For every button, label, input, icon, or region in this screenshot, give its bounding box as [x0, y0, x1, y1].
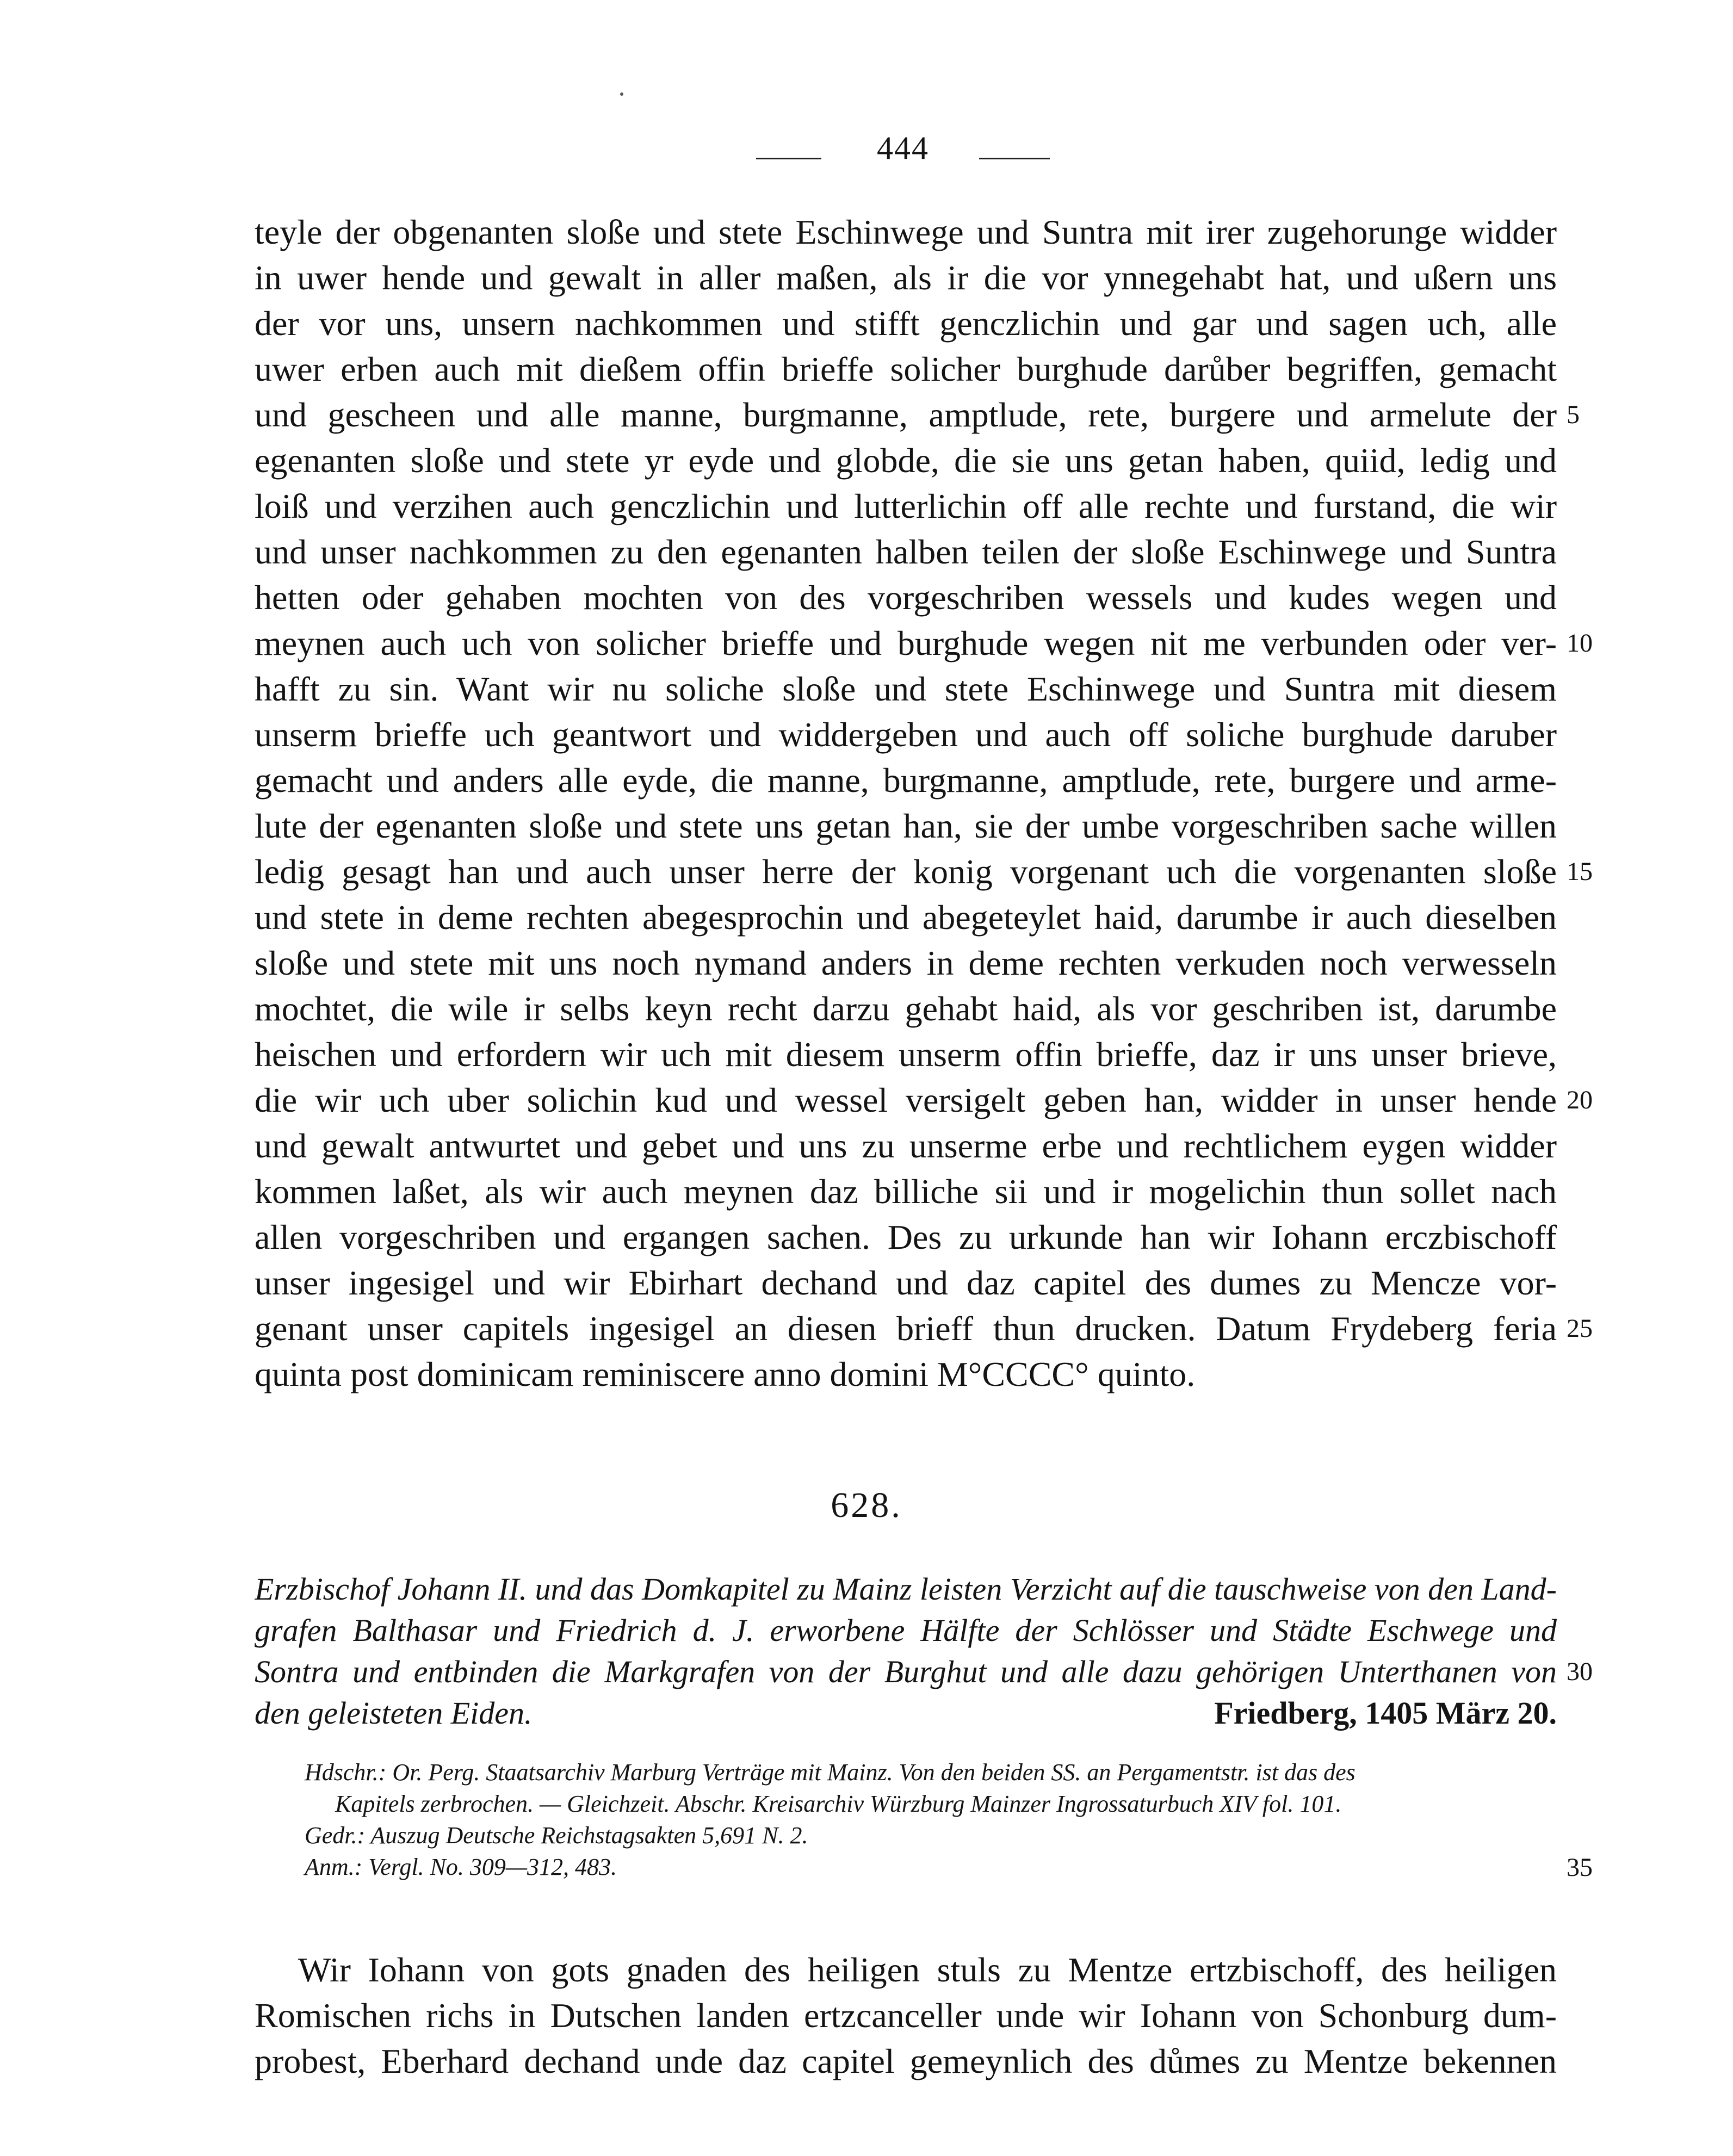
- text-line: uwer erben auch mit dießem offin brieffe solicher burghude darůber begriffen, gemacht: [255, 350, 1557, 388]
- regest-line: den geleisteten Eiden.: [255, 1695, 533, 1731]
- document-number: 628.: [831, 1485, 902, 1525]
- line-number: 15: [1567, 857, 1593, 886]
- text-line: unser ingesigel und wir Ebirhart dechand und daz capitel des dumes zu Mencze vor-: [255, 1263, 1557, 1302]
- text-line: genant unser capitels ingesigel an diesen brieff thun drucken. Datum Frydeberg feria: [255, 1309, 1557, 1348]
- regest-line: grafen Balthasar und Friedrich d. J. erworbene Hälfte der Schlösser und Städte Eschwege und: [255, 1613, 1557, 1648]
- text-line: allen vorgeschriben und ergangen sachen. Des zu urkunde han wir Iohann erczbischoff: [255, 1218, 1557, 1256]
- note-line: Gedr.: Auszug Deutsche Reichstagsakten 5,691 N. 2.: [305, 1822, 808, 1849]
- text-line: hafft zu sin. Want wir nu soliche sloße und stete Eschinwege und Suntra mit diesem: [255, 670, 1557, 708]
- text-line: in uwer hende und gewalt in aller maßen, als ir die vor ynnegehabt hat, und ußern uns: [255, 258, 1557, 297]
- text-line: quinta post dominicam reminiscere anno domini M°CCCC° quinto.: [255, 1355, 1196, 1393]
- line-number: 20: [1567, 1086, 1593, 1114]
- text-line: sloße und stete mit uns noch nymand anders in deme rechten verkuden noch verwesseln: [255, 944, 1557, 982]
- text-line: hetten oder gehaben mochten von des vorgeschriben wessels und kudes wegen und: [255, 578, 1557, 617]
- text-line: teyle der obgenanten sloße und stete Eschinwege und Suntra mit irer zugehorunge widder: [255, 213, 1557, 251]
- text-line: der vor uns, unsern nachkommen und stifft genczlichin und gar und sagen uch, alle: [255, 304, 1557, 343]
- text-line: kommen laßet, als wir auch meynen daz billiche sii und ir mogelichin thun sollet nach: [255, 1172, 1557, 1211]
- text-line: und unser nachkommen zu den egenanten halben teilen der sloße Eschinwege und Suntra: [255, 532, 1557, 571]
- page-header: [756, 129, 1061, 178]
- regest-line: Sontra und entbinden die Markgrafen von der Burghut und alle dazu gehörigen Unterthanen von: [255, 1654, 1557, 1689]
- text-line: Romischen richs in Dutschen landen ertzcanceller unde wir Iohann von Schonburg dum-: [255, 1996, 1557, 2035]
- note-line: Hdschr.: Or. Perg. Staatsarchiv Marburg Verträge mit Mainz. Von den beiden SS. an Pergamentstr. ist das des: [305, 1759, 1356, 1786]
- text-line: mochtet, die wile ir selbs keyn recht darzu gehabt haid, als vor geschriben ist, darumbe: [255, 989, 1557, 1028]
- line-number: 10: [1567, 629, 1593, 658]
- text-line: probest, Eberhard dechand unde daz capitel gemeynlich des důmes zu Mentze bekennen: [255, 2042, 1557, 2080]
- text-line: Wir Iohann von gots gnaden des heiligen stuls zu Mentze ertzbischoff, des heiligen: [298, 1950, 1557, 1989]
- line-number: 30: [1567, 1657, 1593, 1686]
- header-rule-right: [979, 158, 1050, 159]
- text-line: loiß und verzihen auch genczlichin und lutterlichin off alle rechte und furstand, die wir: [255, 487, 1557, 525]
- line-number: 5: [1567, 400, 1580, 429]
- text-line: lute der egenanten sloße und stete uns getan han, sie der umbe vorgeschriben sache willen: [255, 807, 1557, 845]
- text-line: gemacht und anders alle eyde, die manne, burgmanne, amptlude, rete, burgere und arme-: [255, 761, 1557, 800]
- note-line: Kapitels zerbrochen. — Gleichzeit. Abschr. Kreisarchiv Würzburg Mainzer Ingrossaturbuch XIV fol. 101.: [335, 1791, 1342, 1817]
- regest-line: Erzbischof Johann II. und das Domkapitel zu Mainz leisten Verzicht auf die tauschweise von den Land-: [255, 1571, 1557, 1607]
- text-line: die wir uch uber solichin kud und wessel versigelt geben han, widder in unser hende: [255, 1081, 1557, 1119]
- text-line: und gewalt antwurtet und gebet und uns zu unserme erbe und rechtlichem eygen widder: [255, 1126, 1557, 1165]
- note-line: Anm.: Vergl. No. 309—312, 483.: [305, 1854, 617, 1880]
- text-line: heischen und erfordern wir uch mit diesem unserm offin brieffe, daz ir uns unser brieve,: [255, 1035, 1557, 1074]
- line-number: 35: [1567, 1853, 1593, 1882]
- header-rule-left: [756, 158, 821, 159]
- regest-date-line: [255, 1690, 1557, 1736]
- text-line: egenanten sloße und stete yr eyde und globde, die sie uns getan haben, quiid, ledig und: [255, 441, 1557, 480]
- text-line: und stete in deme rechten abegesprochin und abegeteylet haid, darumbe ir auch dieselben: [255, 898, 1557, 937]
- text-line: meynen auch uch von solicher brieffe und burghude wegen nit me verbunden oder ver-: [255, 624, 1557, 662]
- text-line: unserm brieffe uch geantwort und widdergeben und auch off soliche burghude daruber: [255, 715, 1557, 754]
- text-line: und gescheen und alle manne, burgmanne, amptlude, rete, burgere und armelute der: [255, 395, 1557, 434]
- speck: [620, 92, 623, 96]
- page-number: 444: [877, 130, 929, 166]
- text-line: ledig gesagt han und auch unser herre der konig vorgenant uch die vorgenanten sloße: [255, 852, 1557, 891]
- place-date: Friedberg, 1405 März 20.: [1214, 1695, 1557, 1731]
- line-number: 25: [1567, 1314, 1593, 1343]
